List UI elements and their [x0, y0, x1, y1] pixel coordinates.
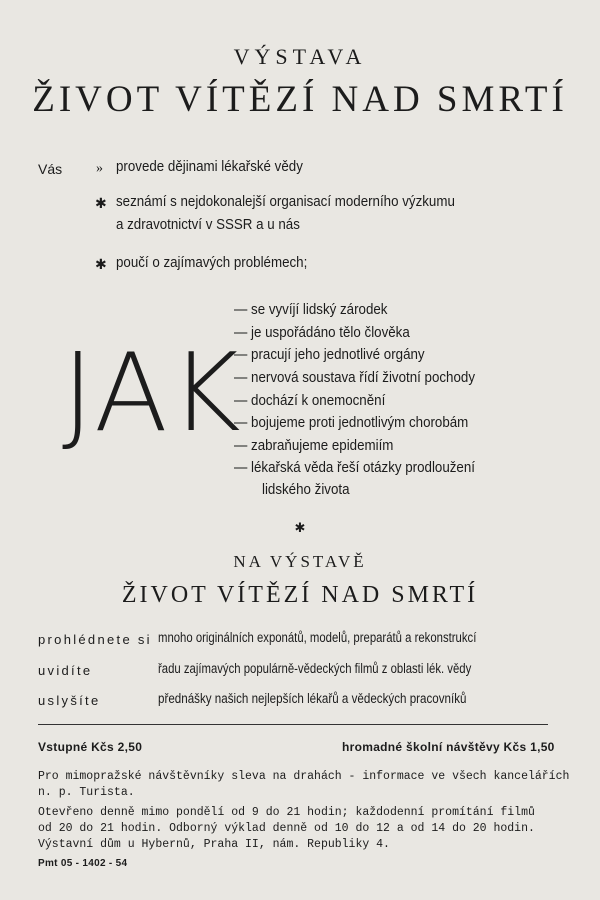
- footer-line: Pro mimopražské návštěvníky sleva na drahách - informace ve všech kancelářích: [38, 770, 570, 783]
- jak-item: — dochází k onemocnění: [234, 393, 386, 409]
- row-text: přednášky našich nejlepších lékařů a vědeckých pracovníků: [158, 691, 467, 706]
- intro-bullet-line: seznámí s nejdokonalejší organisací moderního výzkumu: [116, 194, 455, 210]
- exhibition-kicker: VÝSTAVA: [233, 44, 367, 69]
- row-verb: prohlédnete si: [38, 632, 152, 647]
- footer-line: Výstavní dům u Hybernů, Praha II, nám. Republiky 4.: [38, 838, 390, 851]
- group-price: hromadné školní návštěvy Kčs 1,50: [342, 740, 555, 754]
- jak-item: — se vyvíjí lidský zárodek: [234, 302, 388, 318]
- footer-line: n. p. Turista.: [38, 786, 135, 799]
- section2-title: ŽIVOT VÍTĚZÍ NAD SMRTÍ: [121, 582, 479, 608]
- intro-bullet-line: poučí o zajímavých problémech;: [116, 255, 308, 271]
- jak-item: — bojujeme proti jednotlivým chorobám: [234, 415, 469, 431]
- jak-item: — nervová soustava řídí životní pochody: [234, 370, 475, 386]
- jak-item: — lékařská věda řeší otázky prodloužení: [234, 460, 475, 476]
- bullet-marker: ✱: [95, 258, 107, 273]
- bullet-marker: »: [96, 161, 103, 176]
- exhibition-title: ŽIVOT VÍTĚZÍ NAD SMRTÍ: [32, 79, 568, 120]
- footer-line: Otevřeno denně mimo pondělí od 9 do 21 hodin; každodenní promítání filmů: [38, 806, 535, 819]
- row-verb: uslyšíte: [38, 693, 101, 708]
- jak-item: — je uspořádáno tělo člověka: [234, 325, 410, 341]
- row-text: mnoho originálních exponátů, modelů, preparátů a rekonstrukcí: [158, 630, 477, 645]
- footer-line: od 20 do 21 hodin. Odborný výklad denně od 10 do 12 a od 14 do 20 hodin.: [38, 822, 535, 835]
- jak-word: JAK: [62, 331, 243, 456]
- row-verb: uvidíte: [38, 663, 93, 678]
- jak-item: lidského života: [262, 482, 350, 498]
- jak-item: — zabraňujeme epidemiím: [234, 438, 394, 454]
- intro-bullet-line: a zdravotnictví v SSSR a u nás: [116, 217, 300, 233]
- divider-rule: [38, 724, 548, 725]
- jak-item: — pracují jeho jednotlivé orgány: [234, 347, 425, 363]
- separator-star: ✱: [294, 520, 306, 535]
- entry-price: Vstupné Kčs 2,50: [38, 740, 143, 754]
- print-code: Pmt 05 - 1402 - 54: [38, 858, 128, 869]
- section2-kicker: NA VÝSTAVĚ: [233, 552, 367, 571]
- intro-bullet-line: provede dějinami lékařské vědy: [116, 159, 303, 175]
- intro-lead: Vás: [38, 161, 63, 177]
- row-text: řadu zajímavých populárně-vědeckých filmů z oblasti lék. vědy: [158, 661, 472, 676]
- bullet-marker: ✱: [95, 197, 107, 212]
